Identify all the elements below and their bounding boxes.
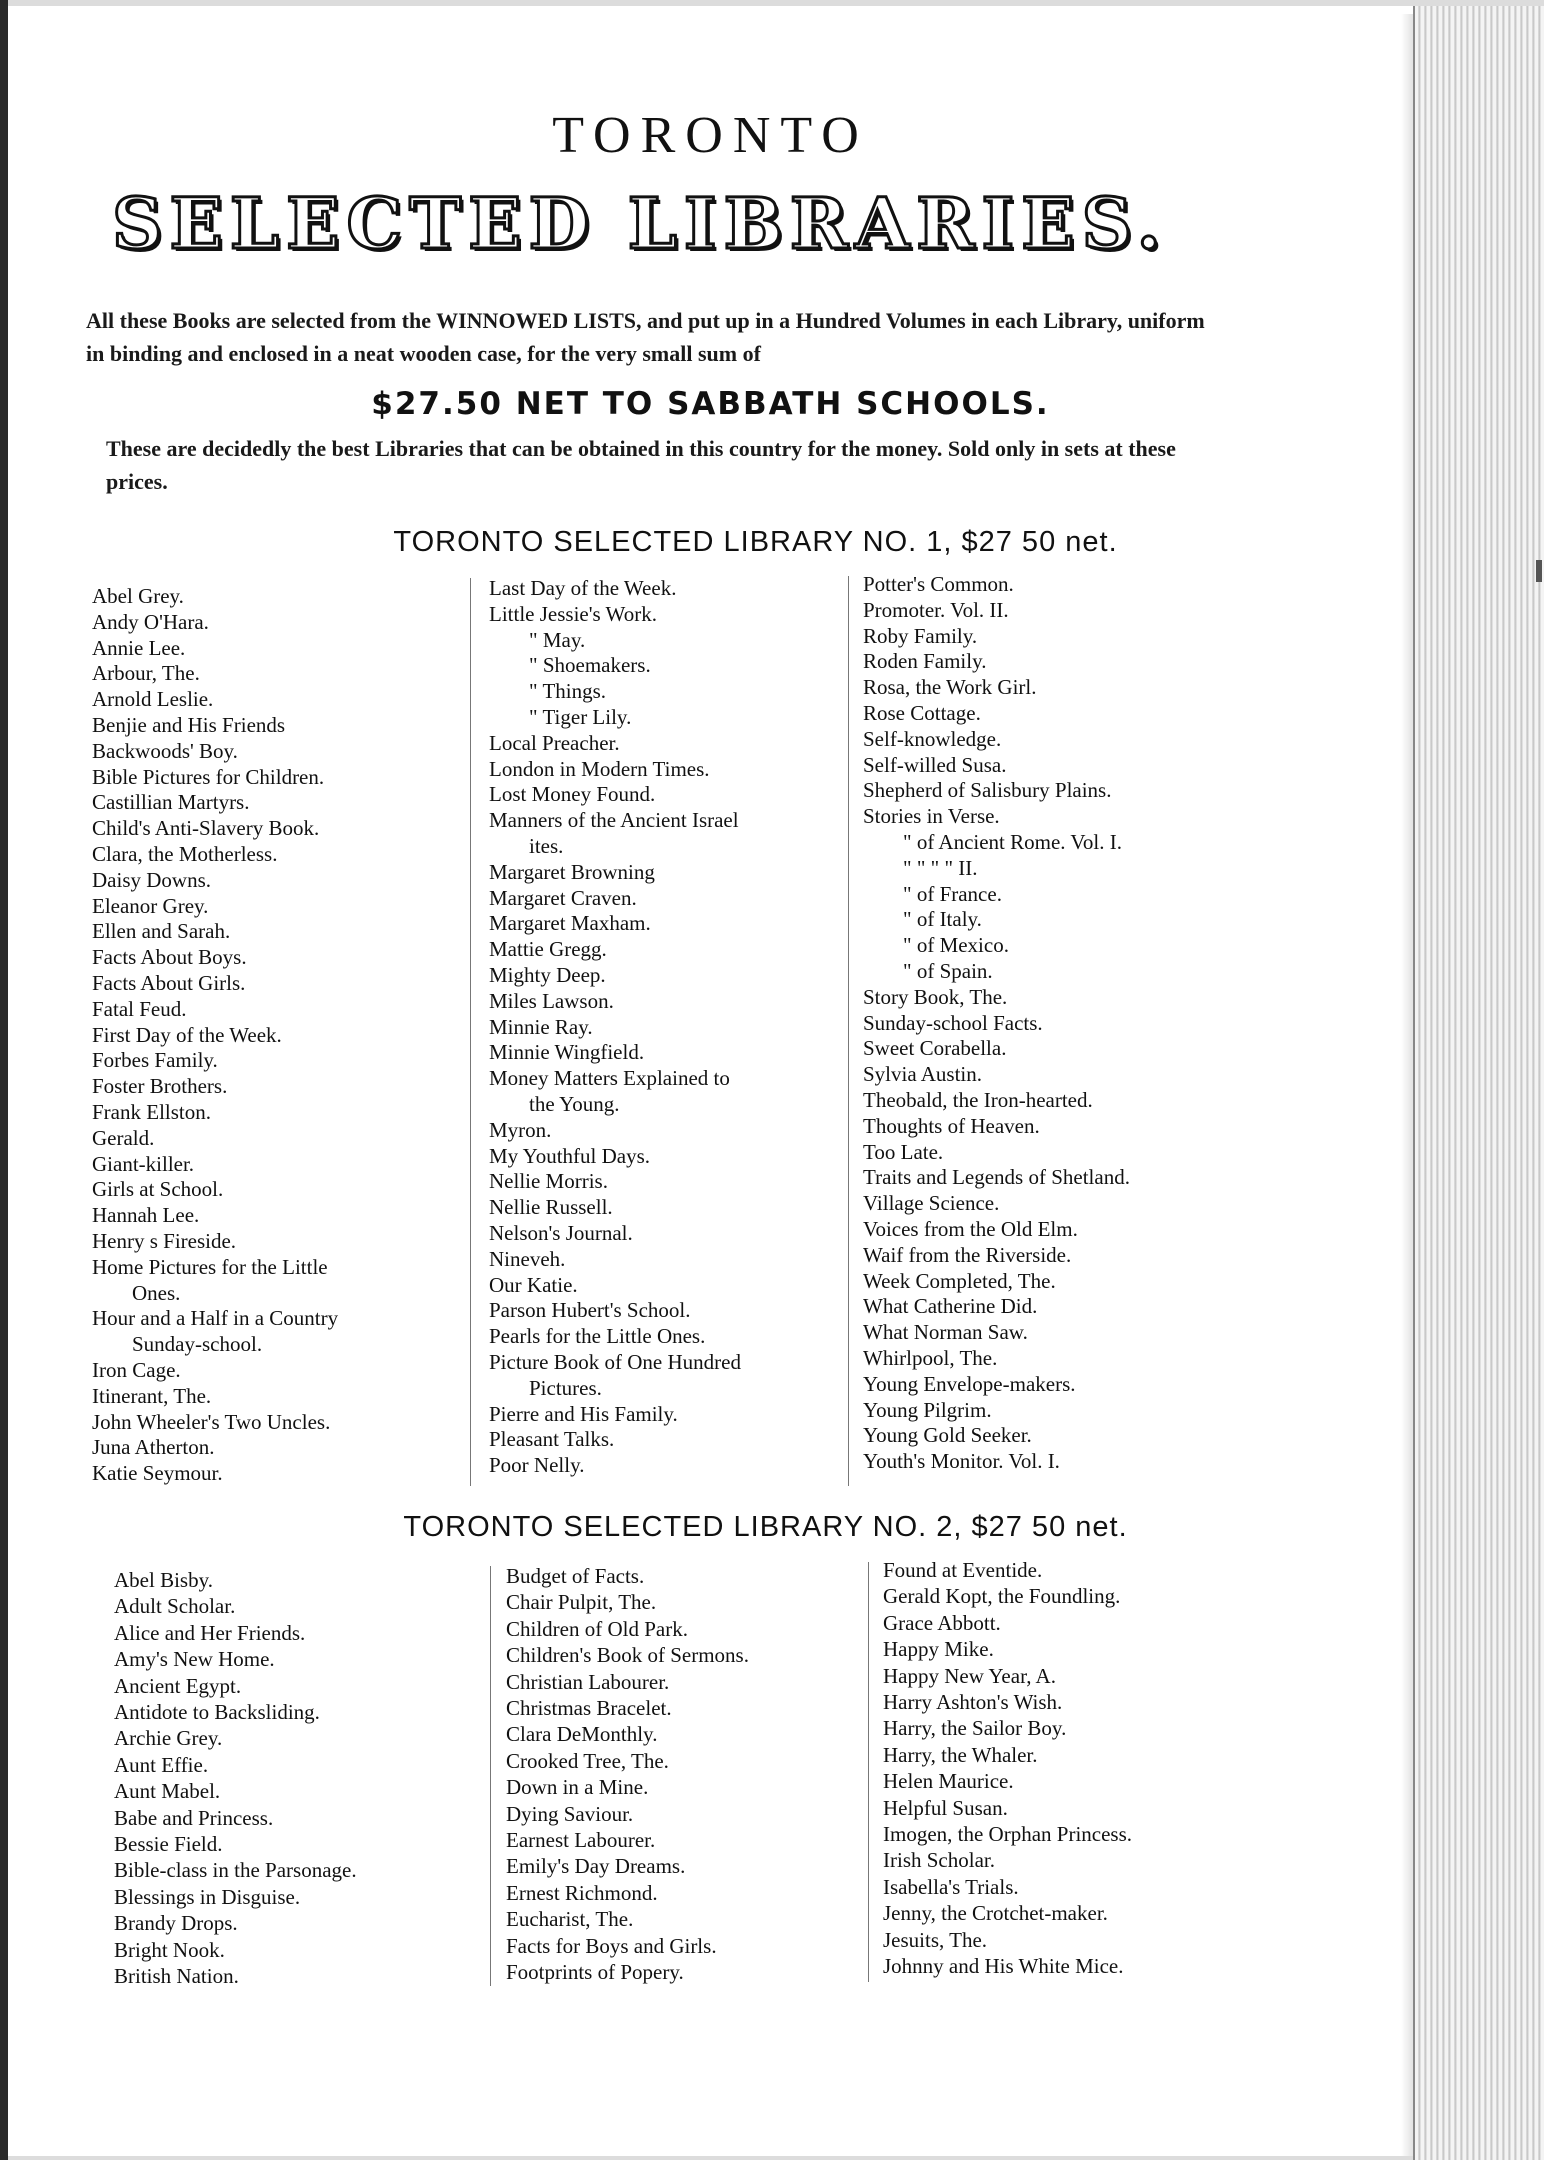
list-item: " May.: [529, 627, 586, 652]
page-gutter-shadow: [1401, 14, 1413, 2156]
list-item: Pleasant Talks.: [489, 1427, 615, 1452]
list-item: Sunday-school Facts.: [863, 1010, 1043, 1035]
list-item: Whirlpool, The.: [863, 1345, 998, 1370]
list-item: Sweet Corabella.: [863, 1036, 1007, 1061]
list-item: Ancient Egypt.: [114, 1673, 242, 1698]
list-item: Manners of the Ancient Israel: [489, 808, 739, 833]
list-item: Nellie Morris.: [489, 1169, 608, 1194]
list-item: Giant-killer.: [92, 1151, 195, 1176]
list-item: Too Late.: [863, 1139, 944, 1164]
list-item: My Youthful Days.: [489, 1143, 651, 1168]
list-item: Adult Scholar.: [114, 1594, 236, 1619]
list-item: Fatal Feud.: [92, 996, 187, 1021]
list-item: Stories in Verse.: [863, 804, 1000, 829]
library-2-column-1: [114, 1567, 474, 1990]
list-item: London in Modern Times.: [489, 756, 710, 781]
list-item: Lost Money Found.: [489, 782, 656, 807]
list-item: British Nation.: [114, 1964, 239, 1989]
book-fore-edge: [1413, 6, 1544, 2160]
list-item: Andy O'Hara.: [92, 609, 209, 634]
list-item: Babe and Princess.: [114, 1805, 274, 1830]
list-item: Down in a Mine.: [506, 1775, 649, 1800]
list-item: Isabella's Trials.: [883, 1874, 1019, 1899]
list-item: Hannah Lee.: [92, 1203, 200, 1228]
list-item: Budget of Facts.: [506, 1564, 645, 1588]
list-item: Potter's Common.: [863, 572, 1014, 596]
list-item: Hour and a Half in a Country: [92, 1306, 339, 1331]
fore-edge-mark: [1536, 560, 1542, 582]
list-item: Earnest Labourer.: [506, 1828, 656, 1853]
column-divider: [848, 576, 849, 1486]
list-item: Margaret Maxham.: [489, 911, 651, 936]
list-item: Promoter. Vol. II.: [863, 597, 1009, 622]
list-item: Antidote to Backsliding.: [114, 1700, 320, 1725]
list-item: Annie Lee.: [92, 635, 186, 660]
list-item: " Tiger Lily.: [529, 704, 632, 729]
list-item: Crooked Tree, The.: [506, 1748, 669, 1773]
list-item: Gerald Kopt, the Foundling.: [883, 1584, 1121, 1609]
list-item: Thoughts of Heaven.: [863, 1113, 1040, 1138]
page-subtitle: SELECTED LIBRARIES.: [111, 182, 1169, 265]
price-line: $27.50 NET TO SABBATH SCHOOLS.: [371, 386, 1050, 422]
intro-paragraph: All these Books are selected from the WINNOWED LISTS, and put up in a Hundred Volumes in each Library, uniform in binding and enclosed in a neat wooden case, for the very small sum of: [86, 308, 1205, 366]
list-item: Bright Nook.: [114, 1937, 225, 1962]
list-item: Eucharist, The.: [506, 1907, 634, 1932]
list-item: Christmas Bracelet.: [506, 1696, 672, 1721]
list-item: Forbes Family.: [92, 1048, 218, 1073]
list-item: " of Italy.: [903, 907, 982, 932]
list-item: Traits and Legends of Shetland.: [863, 1165, 1130, 1190]
list-item: " of Spain.: [903, 958, 993, 983]
column-divider: [490, 1566, 491, 1986]
list-item: Pictures.: [529, 1375, 602, 1400]
list-item: Poor Nelly.: [489, 1453, 585, 1478]
column-divider: [868, 1562, 869, 1982]
list-item: Miles Lawson.: [489, 988, 614, 1013]
list-item: Theobald, the Iron-hearted.: [863, 1087, 1093, 1112]
column-divider: [470, 578, 471, 1486]
list-item: First Day of the Week.: [92, 1022, 282, 1047]
list-item: Helpful Susan.: [883, 1795, 1008, 1820]
list-item: the Young.: [529, 1091, 620, 1116]
list-item: " " " " II.: [903, 855, 978, 880]
list-item: Gerald.: [92, 1125, 155, 1150]
list-item: Aunt Mabel.: [114, 1779, 221, 1804]
list-item: Frank Ellston.: [92, 1099, 211, 1124]
list-item: Local Preacher.: [489, 730, 620, 755]
list-item: Mattie Gregg.: [489, 937, 607, 962]
list-item: Jenny, the Crotchet-maker.: [883, 1901, 1108, 1926]
list-item: Self-willed Susa.: [863, 752, 1007, 777]
list-item: Backwoods' Boy.: [92, 738, 238, 763]
list-item: Children's Book of Sermons.: [506, 1643, 749, 1668]
list-item: " Things.: [529, 679, 607, 704]
library-1-column-3: [863, 572, 1223, 1475]
list-item: Last Day of the Week.: [489, 576, 677, 600]
list-item: Ellen and Sarah.: [92, 919, 231, 944]
list-item: Voices from the Old Elm.: [863, 1216, 1078, 1241]
list-item: Amy's New Home.: [114, 1647, 275, 1672]
list-item: Foster Brothers.: [92, 1074, 228, 1099]
list-item: Picture Book of One Hundred: [489, 1349, 741, 1374]
list-item: Found at Eventide.: [883, 1558, 1043, 1582]
list-item: Irish Scholar.: [883, 1848, 995, 1873]
list-item: Harry Ashton's Wish.: [883, 1690, 1063, 1715]
list-item: Home Pictures for the Little: [92, 1254, 328, 1279]
list-item: Roby Family.: [863, 623, 978, 648]
list-item: Nellie Russell.: [489, 1195, 613, 1220]
list-item: Nineveh.: [489, 1246, 566, 1271]
list-item: Eleanor Grey.: [92, 893, 209, 918]
list-item: Benjie and His Friends: [92, 712, 286, 737]
library-1-heading: TORONTO SELECTED LIBRARY NO. 1, $27 50 net.: [393, 526, 1118, 558]
intro-paragraph-2: These are decidedly the best Libraries that can be obtained in this country for the money. Sold only in sets at these prices.: [106, 436, 1176, 494]
list-item: Imogen, the Orphan Princess.: [883, 1822, 1133, 1847]
list-item: Young Gold Seeker.: [863, 1423, 1032, 1448]
list-item: What Norman Saw.: [863, 1320, 1028, 1345]
library-2-column-2: [506, 1563, 866, 1986]
list-item: Nelson's Journal.: [489, 1220, 633, 1245]
list-item: Myron.: [489, 1117, 552, 1142]
list-item: Shepherd of Salisbury Plains.: [863, 778, 1112, 803]
list-item: Youth's Monitor. Vol. I.: [863, 1449, 1060, 1474]
list-item: Girls at School.: [92, 1177, 224, 1202]
list-item: Iron Cage.: [92, 1357, 181, 1382]
list-item: Mighty Deep.: [489, 962, 606, 987]
list-item: John Wheeler's Two Uncles.: [92, 1409, 331, 1434]
list-item: " of France.: [903, 881, 1002, 906]
list-item: Aunt Effie.: [114, 1752, 209, 1777]
list-item: Alice and Her Friends.: [114, 1620, 306, 1645]
list-item: Facts About Boys.: [92, 945, 247, 970]
book-page: [8, 6, 1413, 2156]
list-item: Margaret Browning: [489, 859, 655, 884]
list-item: Facts About Girls.: [92, 970, 246, 995]
list-item: Margaret Craven.: [489, 885, 637, 910]
list-item: Henry s Fireside.: [92, 1228, 237, 1253]
list-item: Rosa, the Work Girl.: [863, 675, 1037, 700]
list-item: Bessie Field.: [114, 1832, 223, 1857]
list-item: ites.: [529, 833, 564, 858]
list-item: Waif from the Riverside.: [863, 1242, 1072, 1267]
library-1-column-1: [92, 584, 452, 1487]
library-1-column-2: [489, 576, 849, 1479]
list-item: Brandy Drops.: [114, 1911, 238, 1936]
list-item: Castillian Martyrs.: [92, 790, 250, 815]
list-item: Happy Mike.: [883, 1637, 994, 1662]
list-item: Clara, the Motherless.: [92, 841, 278, 866]
list-item: Roden Family.: [863, 649, 987, 674]
list-item: Abel Bisby.: [114, 1568, 213, 1592]
list-item: Archie Grey.: [114, 1726, 223, 1751]
list-item: Johnny and His White Mice.: [883, 1954, 1124, 1979]
list-item: Katie Seymour.: [92, 1461, 223, 1486]
list-item: Minnie Ray.: [489, 1014, 593, 1039]
list-item: Happy New Year, A.: [883, 1663, 1056, 1688]
list-item: Arbour, The.: [92, 661, 200, 686]
list-item: Sylvia Austin.: [863, 1062, 983, 1087]
list-item: Facts for Boys and Girls.: [506, 1933, 717, 1958]
list-item: Harry, the Whaler.: [883, 1742, 1038, 1767]
list-item: " Shoemakers.: [529, 653, 651, 678]
list-item: Jesuits, The.: [883, 1927, 988, 1952]
list-item: Parson Hubert's School.: [489, 1298, 691, 1323]
list-item: Abel Grey.: [92, 584, 184, 608]
list-item: Ones.: [132, 1280, 181, 1305]
list-item: Ernest Richmond.: [506, 1880, 658, 1905]
list-item: Children of Old Park.: [506, 1616, 688, 1641]
page-binding-edge: [0, 0, 8, 2160]
list-item: " of Ancient Rome. Vol. I.: [903, 829, 1122, 854]
list-item: Blessings in Disguise.: [114, 1884, 301, 1909]
list-item: Daisy Downs.: [92, 867, 211, 892]
library-2-column-3: [883, 1557, 1243, 1980]
list-item: Young Pilgrim.: [863, 1397, 992, 1422]
list-item: Week Completed, The.: [863, 1268, 1056, 1293]
list-item: Sunday-school.: [132, 1332, 263, 1357]
list-item: Arnold Leslie.: [92, 687, 214, 712]
list-item: Juna Atherton.: [92, 1435, 215, 1460]
list-item: Pierre and His Family.: [489, 1401, 678, 1426]
list-item: Little Jessie's Work.: [489, 601, 657, 626]
list-item: Chair Pulpit, The.: [506, 1590, 657, 1615]
library-2-heading: TORONTO SELECTED LIBRARY NO. 2, $27 50 net.: [403, 1511, 1128, 1543]
list-item: Self-knowledge.: [863, 726, 1002, 751]
list-item: Money Matters Explained to: [489, 1066, 730, 1091]
list-item: Young Envelope-makers.: [863, 1371, 1076, 1396]
list-item: Helen Maurice.: [883, 1769, 1014, 1794]
list-item: Grace Abbott.: [883, 1610, 1001, 1635]
list-item: " of Mexico.: [903, 933, 1009, 958]
list-item: Christian Labourer.: [506, 1669, 670, 1694]
list-item: Dying Saviour.: [506, 1801, 634, 1826]
list-item: Bible Pictures for Children.: [92, 764, 325, 789]
list-item: Pearls for the Little Ones.: [489, 1324, 706, 1349]
page-title: TORONTO: [552, 107, 869, 164]
list-item: Story Book, The.: [863, 984, 1008, 1009]
list-item: Itinerant, The.: [92, 1383, 212, 1408]
list-item: Village Science.: [863, 1191, 1000, 1216]
list-item: Clara DeMonthly.: [506, 1722, 658, 1747]
list-item: Harry, the Sailor Boy.: [883, 1716, 1067, 1741]
list-item: Emily's Day Dreams.: [506, 1854, 686, 1879]
list-item: Bible-class in the Parsonage.: [114, 1858, 357, 1883]
list-item: Footprints of Popery.: [506, 1960, 684, 1985]
list-item: Rose Cottage.: [863, 700, 981, 725]
list-item: Child's Anti-Slavery Book.: [92, 816, 320, 841]
list-item: Our Katie.: [489, 1272, 578, 1297]
list-item: Minnie Wingfield.: [489, 1040, 645, 1065]
list-item: What Catherine Did.: [863, 1294, 1038, 1319]
